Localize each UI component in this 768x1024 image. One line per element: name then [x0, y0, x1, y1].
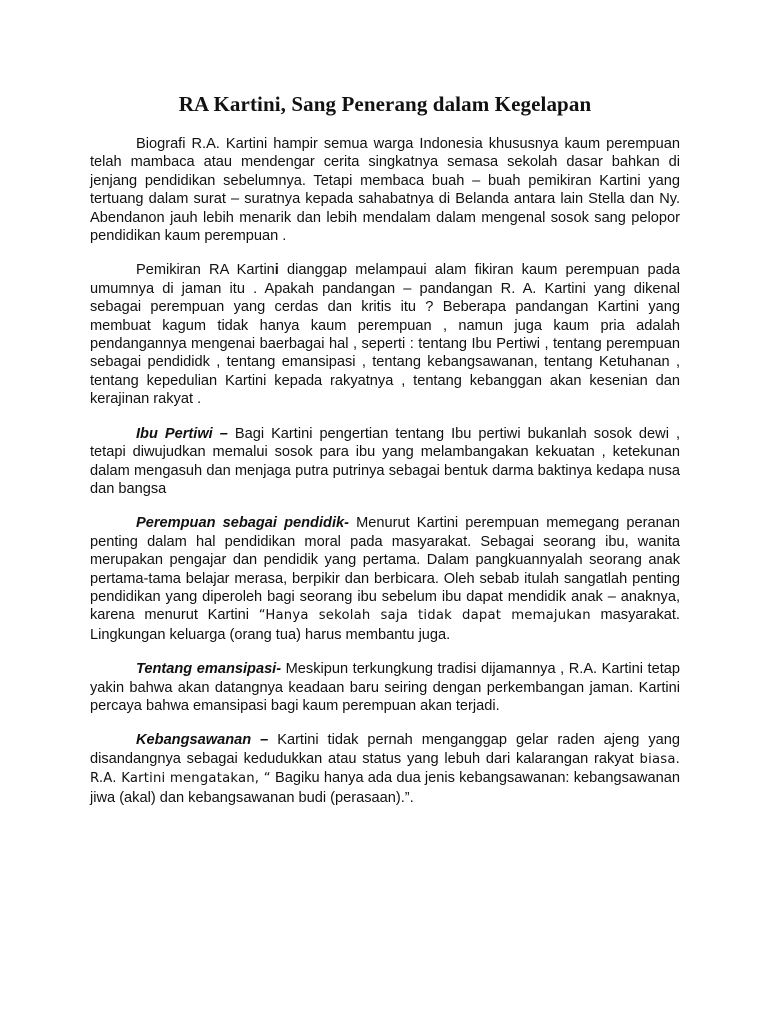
paragraph-emansipasi: [90, 660, 680, 715]
term-emansipasi: Tentang emansipasi-: [136, 661, 282, 678]
term-perempuan-pendidik: Perempuan sebagai pendidik-: [136, 515, 349, 532]
term-ibu-pertiwi: Ibu Pertiwi –: [136, 425, 228, 442]
paragraph-text: Biografi R.A. Kartini hampir semua warga Indonesia khususnya kaum perempuan telah mambaca atau mendengar cerita singkatnya semasa sekolah dasar bahkan di jenjang pendidikan sebelumnya. Tetapi membaca buah – buah pemikiran Kartini yang tertuang dalam surat – suratnya kepada sahabatnya di Belanda antara lain Stella dan Ny. Abendanon jauh lebih menarik dan lebih mendalam dalam mengenal sosok sang pelopor pendidikan kaum perempuan .: [90, 136, 680, 245]
paragraph-pemikiran: [90, 261, 680, 408]
kartini-quote: biasa. R.A. Kartini mengatakan, “: [90, 751, 680, 787]
kartini-quote: “Hanya sekolah saja tidak dapat memajukan: [258, 608, 591, 624]
paragraph-text: Kartini tidak pernah menganggap gelar raden ajeng yang disandangnya sebagai kedudukkan atau status yang lebuh dari kalarangan rakyat: [90, 732, 680, 767]
paragraph-text: Pemikiran RA Kartin: [136, 262, 275, 279]
paragraph-text: masyarakat. Lingkungan keluarga (orang tua) harus membantu juga.: [90, 607, 680, 643]
paragraph-text: Menurut Kartini perempuan memegang peranan penting dalam hal pendidikan moral pada masyarakat. Sebagai seorang ibu, wanita merupakan pengajar dan pendidik yang pertama. Dalam pangkuannyalah seorang anak pertama-tama belajar merasa, berpikir dan berbicara. Oleh sebab itulah sangatlah penting pendidikan yang diperoleh bagi seorang ibu sebelum ibu dapat mendidik anak – anaknya, karena menurut Kartini: [90, 515, 680, 624]
paragraph-text: Meskipun terkungkung tradisi dijamannya , R.A. Kartini tetap yakin bahwa akan datangnya keadaan baru seiring dengan perkembangan jaman. Kartini percaya bahwa emansipasi bagi kaum perempuan akan terjadi.: [90, 661, 680, 714]
bold-letter: i: [274, 262, 279, 279]
paragraph-kebangsawanan: [90, 731, 680, 807]
term-kebangsawanan: Kebangsawanan –: [136, 732, 269, 749]
paragraph-perempuan-pendidik: [90, 514, 680, 644]
page-title: RA Kartini, Sang Penerang dalam Kegelapan: [178, 92, 592, 116]
paragraph-text: dianggap melampaui alam fikiran kaum perempuan pada umumnya di jaman itu . Apakah pandangan – pandangan R. A. Kartini yang dikenal sebagai perempuan yang cerdas dan kritis itu ? Beberapa pandangan Kartini yang membuat kagum tidak hanya kaum perempuan , namun juga kaum pria adalah pendangannya mengenai baerbagai hal , seperti : tentang Ibu Pertiwi , tentang perempuan sebagai pendididk , tentang emansipasi , tentang kebangsawanan, tentang Ketuhanan , tentang kepedulian Kartini kepada rakyatnya , tentang kebanggan akan kesenian dan kerajinan rakyat .: [90, 262, 680, 408]
paragraph-ibu-pertiwi: [90, 425, 680, 499]
paragraph-text: Bagi Kartini pengertian tentang Ibu pertiwi bukanlah sosok dewi , tetapi diwujudkan memalui sosok para ibu yang melambangakan kekuatan , ketekunan dalam mengasuh dan menjaga putra putrinya sebagai bentuk darma baktinya kedapa nusa dan bangsa: [90, 425, 680, 497]
paragraph-biografi: [90, 135, 680, 245]
paragraph-text: Bagiku hanya ada dua jenis kebangsawanan: kebangsawanan jiwa (akal) dan kebangsawanan budi (perasaan).”.: [90, 770, 680, 806]
